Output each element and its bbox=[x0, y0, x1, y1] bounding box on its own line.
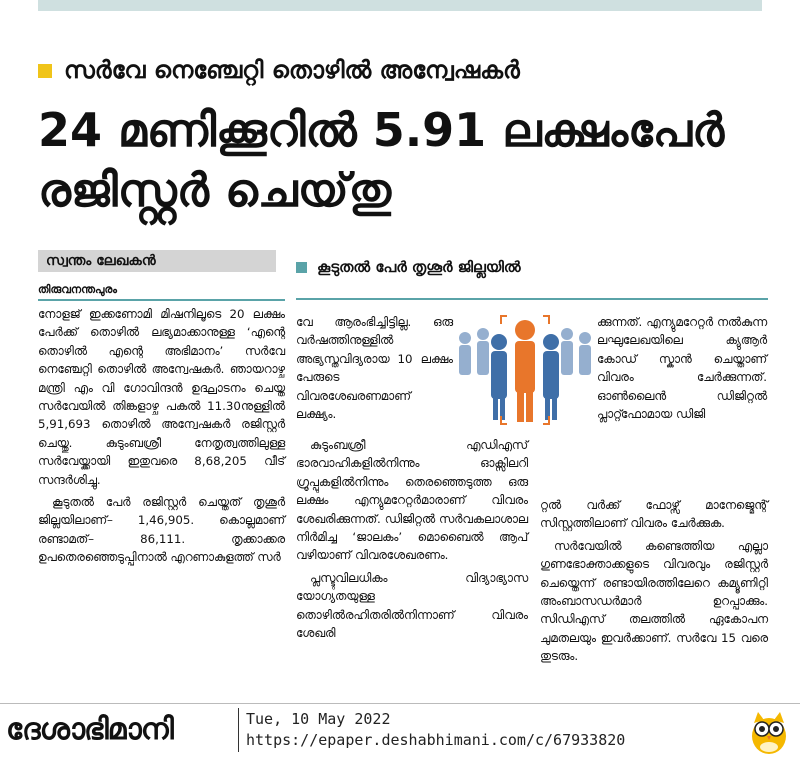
masthead-logo: ദേശാഭിമാനി bbox=[6, 712, 173, 747]
footer-divider bbox=[0, 703, 800, 704]
byline: സ്വന്തം ലേഖകൻ bbox=[38, 250, 276, 272]
headline-line-2: രജിസ്റ്റർ ചെയ്‌തു bbox=[38, 163, 392, 217]
dateline: തിരുവനന്തപുരം bbox=[38, 283, 117, 296]
headline-line-1: 24 മണിക്കൂറിൽ 5.91 ലക്ഷംപേർ bbox=[38, 103, 725, 157]
kicker-marker-icon bbox=[38, 64, 52, 78]
paragraph: നോളജ് ഇക്കണോമി മിഷനിലൂടെ 20 ലക്ഷം പേർക്ക് തൊഴിൽ ലഭ്യമാക്കാനുള്ള ‘എന്റെ തൊഴിൽ എന്റെ അഭിമാനം’ സർവേ നെഞ്ചേറ്റി തൊഴിൽ അന്വേഷകർ. ഞായറാഴ്ച മന്ത്രി എം വി ഗോവിന്ദൻ ഉദ്ഘാടനം ചെയ്ത സർവേയിൽ തിങ്കളാഴ്ച പകൽ 11.30നുള്ളിൽ 5,91,693 തൊഴിൽ അന്വേഷകർ രജിസ്റ്റർ ചെയ്തു. കുടുംബശ്രീ നേതൃത്വത്തിലുള്ള സർവേയ്ക്കായി ഇതുവരെ 8,68,205 വീട് സന്ദർശിച്ചു. bbox=[38, 307, 285, 487]
masthead-separator bbox=[238, 708, 239, 752]
epaper-date: Tue, 10 May 2022 bbox=[246, 710, 391, 728]
article-column-2-top bbox=[296, 313, 453, 427]
paragraph: സർവേയിൽ കണ്ടെത്തിയ എല്ലാ ഗുണഭോക്താക്കളുടെ വിവരവും രജിസ്റ്റർ ചെയ്തെന്ന് രണ്ടായിരത്തിലേറെ കമ്യൂണിറ്റി അംബാസഡർമാർ ഉറപ്പാക്കും. സിഡിഎസ് തലത്തിൽ ഏകോപന ചുമതലയും ഇവർക്കാണ്. സർവേ 15 വരെ തുടരും. bbox=[540, 538, 768, 664]
column-rule-right bbox=[296, 298, 768, 300]
subheading-marker-icon bbox=[296, 262, 307, 273]
paragraph: വേ ആരംഭിച്ചിട്ടില്ല. ഒരു വർഷത്തിനുള്ളിൽ അഭ്യസ്തവിദ്യരായ 10 ലക്ഷം പേരുടെ വിവരശേഖരണമാണ് ലക്ഷ്യം. bbox=[296, 315, 453, 422]
paragraph: റ്റൽ വർക്ക് ഫോഴ്സ് മാനേജ്മെന്റ് സിസ്റ്റത്തിലാണ് വിവരം ചേർക്കുക. bbox=[540, 498, 768, 531]
people-selection-icon bbox=[455, 308, 595, 428]
top-color-bar bbox=[38, 0, 762, 11]
subheading-text: കൂടുതൽ പേർ തൃശൂർ ജില്ലയിൽ bbox=[317, 258, 521, 276]
epaper-url: https://epaper.deshabhimani.com/c/67933820 bbox=[246, 731, 626, 749]
column-rule-left bbox=[38, 299, 285, 301]
article-kicker bbox=[38, 56, 520, 84]
kicker-text: സർവേ നെഞ്ചേറ്റി തൊഴിൽ അന്വേഷകർ bbox=[64, 56, 520, 84]
paragraph: ക്കുന്നത്. എന്യുമറേറ്റർ നൽകുന്ന ലഘുലേഖയിലെ ക്യുആർ കോഡ് സ്കാൻ ചെയ്താണ് വിവരം ചേർക്കുന്നത്. ഓൺലൈൻ ഡിജിറ്റൽ പ്ലാറ്റ്ഫോമായ ഡിജി bbox=[597, 315, 767, 422]
article-column-3-bottom bbox=[540, 496, 768, 670]
paragraph: കുടുംബശ്രീ എഡിഎസ് ഭാരവാഹികളിൽനിന്നും ഓക്സിലറി ഗ്രൂപ്പുകളിൽനിന്നും തെരഞ്ഞെടുത്ത ഒരു ലക്ഷം എന്യുമറേറ്റർമാരാണ് വിവരം ശേഖരിക്കുന്നത്. ഡിജിറ്റൽ സർവകലാശാല നിർമിച്ച ‘ജാലകം’ മൊബൈൽ ആപ് വഴിയാണ് വിവരശേഖരണം. bbox=[296, 438, 528, 563]
paragraph: പ്ലസ്ടുവിലധികം വിദ്യാഭ്യാസ യോഗ്യതയുള്ള തൊഴിൽരഹിതരിൽനിന്നാണ് വിവരം ശേഖരി bbox=[296, 570, 528, 641]
article-column-2-bottom bbox=[296, 436, 528, 646]
article-headline bbox=[38, 100, 768, 220]
owl-icon bbox=[748, 709, 790, 755]
paragraph: കൂടുതൽ പേർ രജിസ്റ്റർ ചെയ്തത് തൃശൂർ ജില്ലയിലാണ്– 1,46,905. കൊല്ലമാണ് രണ്ടാമത്– 86,111. തൃക്കാക്കര ഉപതെരഞ്ഞെടുപ്പിനാൽ എറണാകുളത്ത് സർ bbox=[38, 495, 285, 565]
subheading bbox=[296, 258, 521, 276]
article-column-3-top bbox=[597, 313, 767, 427]
article-column-1 bbox=[38, 305, 285, 571]
